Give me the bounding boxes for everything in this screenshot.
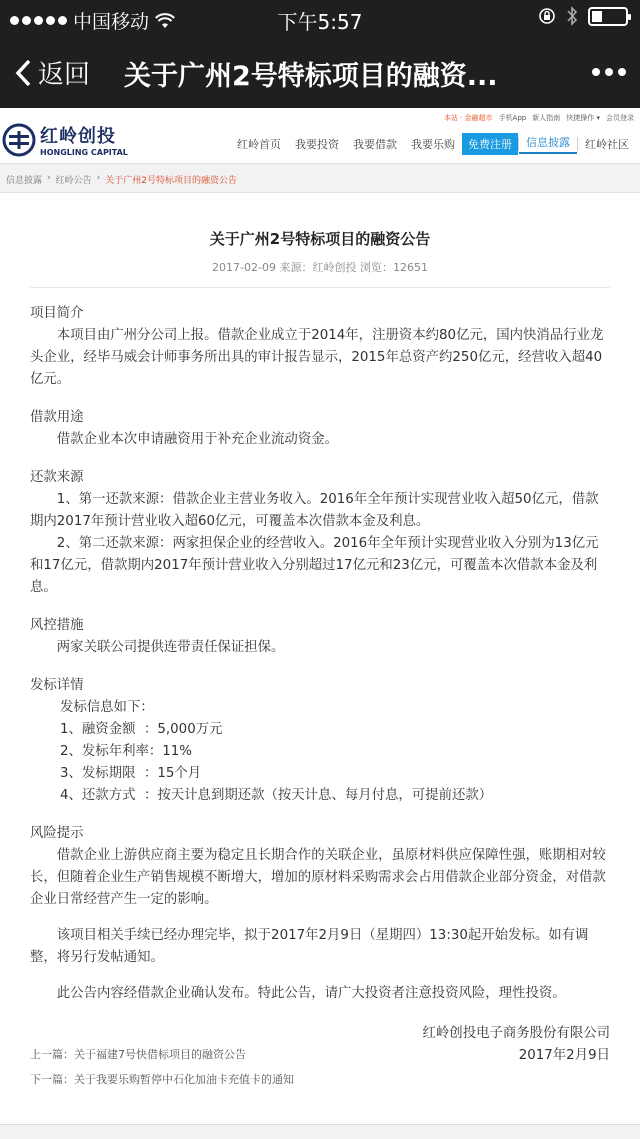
main-nav (230, 133, 636, 155)
nav-invest[interactable]: 我要投资 (295, 138, 339, 151)
section-heading: 项目简介 (30, 306, 84, 321)
next-title: 关于我要乐购暂停中石化加油卡充值卡的通知 (74, 1073, 294, 1086)
top-link-quick[interactable]: 快捷操作 ▾ (566, 114, 600, 122)
nav-home[interactable]: 红岭首页 (237, 138, 281, 151)
top-link-login[interactable]: 会员登录 (606, 114, 634, 122)
breadcrumb-separator: › (96, 173, 101, 183)
logo-name-en: HONGLING CAPITAL (40, 148, 128, 157)
top-link-market[interactable]: 本站 · 金融超市 (443, 114, 493, 122)
paragraph: 2、第二还款来源：两家担保企业的经营收入。2016年全年预计实现营业收入分别为13亿元和17亿元，借款期内2017年预计营业收入分别超过17亿元和23亿元，可覆盖本次借款本金及利息。 (30, 536, 599, 595)
nav-community[interactable]: 红岭社区 (585, 138, 629, 151)
prev-title: 关于福建7号快借标项目的融资公告 (74, 1048, 246, 1061)
detail-line: 3、发标期限 ：15个月 (60, 766, 202, 781)
section-heading: 风险提示 (30, 826, 84, 841)
site-header (0, 108, 640, 163)
breadcrumb-separator: › (47, 173, 51, 183)
top-link-app[interactable]: 手机App (498, 114, 527, 122)
paragraph: 该项目相关手续已经办理完毕，拟于2017年2月9日（星期四）13:30起开始发标。如有调整，将另行发帖通知。 (30, 928, 589, 965)
logo-name-cn: 红岭创投 (40, 126, 116, 147)
signup-button[interactable]: 免费注册 (462, 133, 518, 155)
top-link-guide[interactable]: 新人指南 (532, 114, 561, 122)
breadcrumb-disclosure[interactable]: 信息披露 (6, 176, 43, 186)
back-label: 返回 (38, 60, 91, 90)
next-label: 下一篇： (30, 1073, 74, 1086)
orientation-lock-icon (538, 7, 556, 25)
prev-label: 上一篇： (30, 1048, 74, 1061)
signature-company: 红岭创投电子商务股份有限公司 (422, 1026, 610, 1041)
paragraph: 此公告内容经借款企业确认发布。特此公告，请广大投资者注意投资风险，理性投资。 (56, 986, 566, 1001)
status-time: 下午5:57 (277, 10, 363, 34)
detail-line: 发标信息如下： (60, 700, 154, 715)
navbar-title: 关于广州2号特标项目的融资... (124, 61, 498, 92)
footer-strip (0, 1124, 640, 1139)
top-utility-links (444, 113, 634, 123)
more-options-icon[interactable] (592, 68, 626, 76)
next-article-link[interactable] (30, 1067, 294, 1092)
breadcrumb (0, 163, 640, 193)
breadcrumb-announcements[interactable]: 红岭公告 (55, 176, 92, 186)
carrier-label: 中国移动 (73, 11, 150, 33)
back-button[interactable] (14, 54, 90, 91)
section-heading: 发标详情 (30, 678, 84, 693)
nav-shop[interactable]: 我要乐购 (411, 138, 455, 151)
section-heading: 还款来源 (30, 470, 84, 485)
app-navbar (0, 36, 640, 108)
section-heading: 风控措施 (30, 618, 84, 633)
status-bar (0, 0, 640, 36)
battery-icon (588, 7, 628, 26)
article-meta: 2017-02-09 来源：红岭创投 浏览：12651 (212, 261, 428, 274)
section-heading: 借款用途 (30, 410, 84, 425)
nav-disclosure[interactable]: 信息披露 (519, 134, 577, 154)
article-title: 关于广州2号特标项目的融资公告 (209, 230, 431, 248)
article-body (30, 303, 610, 1067)
divider (30, 287, 610, 288)
breadcrumb-current: 关于广州2号特标项目的融资公告 (105, 176, 237, 186)
chevron-left-icon (14, 58, 32, 88)
bluetooth-icon (566, 6, 578, 26)
paragraph: 本项目由广州分公司上报。借款企业成立于2014年，注册资本约80亿元，国内快消品行业龙头企业，经毕马威会计师事务所出具的审计报告显示，2015年总资产约250亿元，经营收入超40亿元。 (30, 328, 604, 387)
prev-article-link[interactable] (30, 1042, 294, 1067)
paragraph: 1、第一还款来源：借款企业主营业务收入。2016年全年预计实现营业收入超50亿元，借款期内2017年预计营业收入超60亿元，可覆盖本次借款本金及利息。 (30, 492, 599, 529)
site-logo[interactable] (2, 122, 128, 157)
hongling-logo-icon (2, 123, 36, 157)
article-pager (30, 1042, 294, 1092)
detail-line: 1、融资金额 ：5,000万元 (60, 722, 223, 737)
nav-borrow[interactable]: 我要借款 (353, 138, 397, 151)
paragraph: 借款企业本次申请融资用于补充企业流动资金。 (56, 432, 338, 447)
signature-date: 2017年2月9日 (518, 1048, 610, 1063)
paragraph: 借款企业上游供应商主要为稳定且长期合作的关联企业，虽原材料供应保障性强，账期相对较长，但随着企业生产销售规模不断增大，增加的原材料采购需求会占用借款企业部分资金，对借款企业日常经营产生一定的影响。 (30, 848, 606, 907)
paragraph: 两家关联公司提供连带责任保证担保。 (56, 640, 285, 655)
detail-line: 4、还款方式 ：按天计息到期还款（按天计息、每月付息，可提前还款） (60, 788, 493, 803)
detail-line: 2、发标年利率：11% (60, 744, 193, 759)
